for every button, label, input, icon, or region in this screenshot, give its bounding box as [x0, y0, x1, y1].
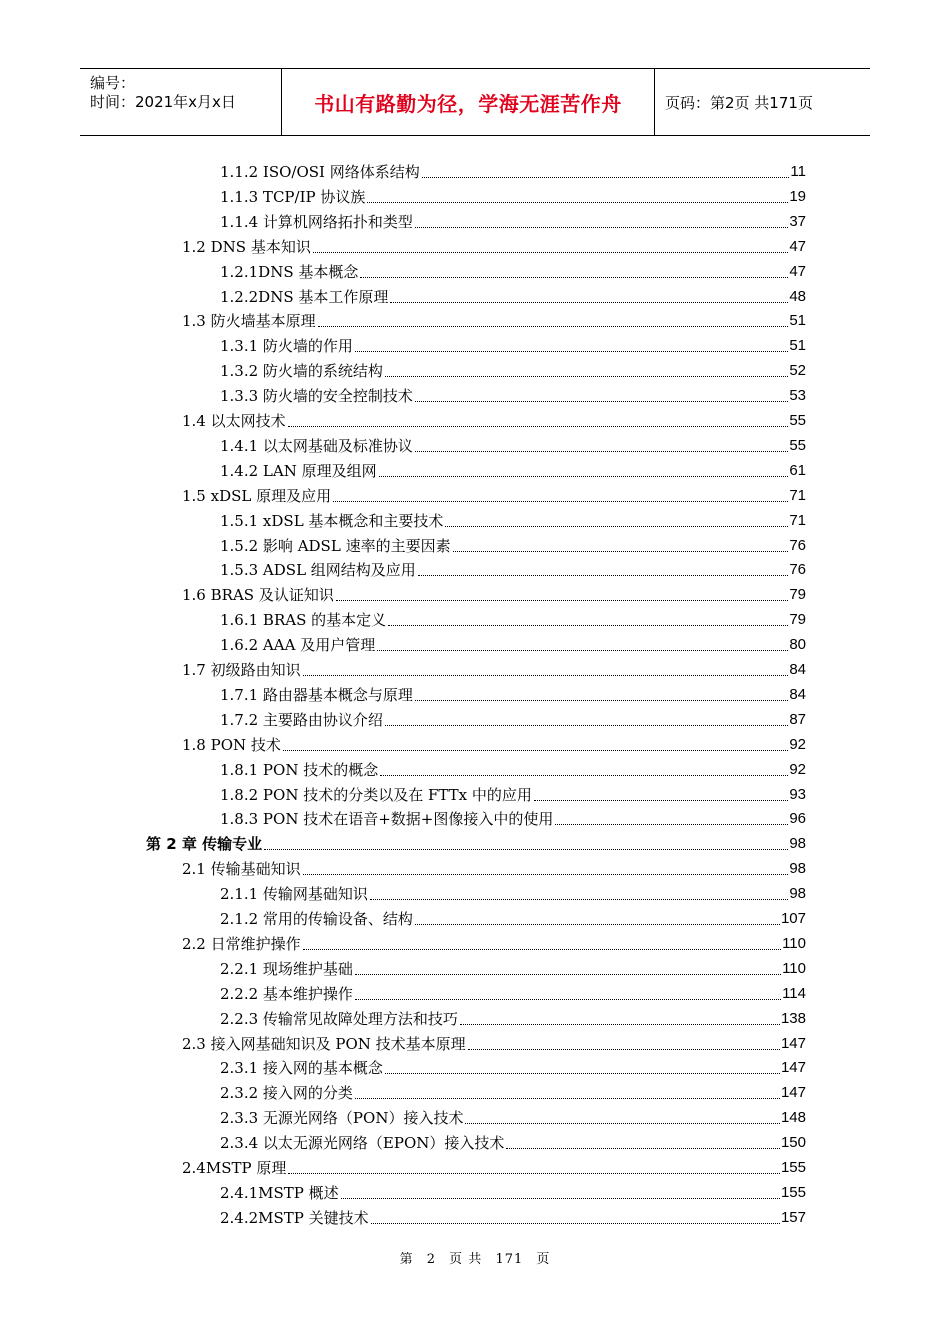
toc-dot-leader [371, 1222, 780, 1224]
toc-entry[interactable] [182, 232, 806, 256]
toc-dot-leader [303, 873, 789, 875]
toc-entry-page: 37 [789, 212, 806, 230]
toc-dot-leader [336, 599, 788, 601]
toc-dot-leader [385, 375, 788, 377]
toc-entry-title: 1.2 DNS 基本知识 [182, 237, 311, 256]
toc-entry-title: 2.2 日常维护操作 [182, 934, 301, 953]
toc-entry-page: 71 [789, 486, 806, 504]
toc-entry[interactable] [182, 306, 806, 330]
toc-dot-leader [264, 848, 788, 850]
toc-dot-leader [318, 325, 789, 327]
toc-entry-title: 1.8 PON 技术 [182, 735, 281, 754]
toc-entry[interactable] [182, 655, 806, 679]
toc-entry-page: 147 [780, 1034, 806, 1052]
page-header [80, 68, 870, 136]
toc-entry-page: 157 [780, 1208, 806, 1226]
toc-dot-leader [415, 226, 788, 228]
toc-entry-title: 1.2.1DNS 基本概念 [220, 262, 359, 281]
toc-dot-leader [341, 1197, 780, 1199]
toc-entry-title: 2.1 传输基础知识 [182, 860, 301, 879]
toc-entry-page: 11 [790, 163, 806, 180]
toc-dot-leader [385, 1072, 780, 1074]
toc-entry-page: 98 [789, 835, 806, 853]
toc-dot-leader [415, 699, 788, 701]
toc-entry-page: 55 [789, 412, 806, 429]
toc-dot-leader [445, 525, 788, 527]
toc-entry[interactable] [220, 1128, 806, 1152]
toc-dot-leader [415, 450, 788, 452]
toc-entry-page: 51 [789, 337, 806, 355]
toc-entry[interactable] [220, 1004, 806, 1028]
toc-entry[interactable] [220, 1078, 806, 1102]
toc-entry-title: 1.4.2 LAN 原理及组网 [220, 461, 377, 480]
document-number-label: 编号： [90, 74, 136, 92]
toc-entry-title: 1.3.3 防火墙的安全控制技术 [220, 387, 413, 406]
toc-entry-title: 1.5.3 ADSL 组网结构及应用 [220, 561, 416, 580]
toc-entry[interactable] [220, 755, 806, 779]
toc-dot-leader [313, 251, 788, 253]
toc-entry[interactable] [220, 431, 806, 455]
toc-entry-title: 1.8.1 PON 技术的概念 [220, 760, 379, 779]
toc-entry-title: 1.3.2 防火墙的系统结构 [220, 362, 383, 381]
toc-entry-page: 98 [789, 885, 806, 903]
toc-entry-title: 1.8.3 PON 技术在语音+数据+图像接入中的使用 [220, 810, 554, 829]
toc-chapter-entry[interactable] [146, 829, 806, 853]
toc-dot-leader [355, 350, 788, 352]
toc-entry[interactable] [220, 157, 806, 181]
toc-entry-page: 147 [780, 1059, 806, 1077]
toc-entry-title: 第 2 章 传输专业 [146, 835, 263, 854]
toc-entry-title: 2.1.1 传输网基础知识 [220, 885, 368, 904]
toc-entry[interactable] [220, 1053, 806, 1077]
toc-entry-title: 2.3.2 接入网的分类 [220, 1084, 353, 1103]
toc-entry-page: 79 [789, 586, 806, 604]
toc-entry-page: 96 [789, 810, 806, 828]
toc-entry-title: 1.5.2 影响 ADSL 速率的主要因素 [220, 536, 451, 555]
toc-entry-page: 84 [789, 661, 806, 678]
toc-entry[interactable] [220, 630, 806, 654]
toc-entry[interactable] [220, 531, 806, 555]
toc-entry-title: 1.5.1 xDSL 基本概念和主要技术 [220, 511, 444, 530]
toc-entry-page: 98 [789, 860, 806, 878]
toc-dot-leader [390, 301, 788, 303]
toc-entry[interactable] [220, 207, 806, 231]
toc-entry[interactable] [182, 929, 806, 953]
toc-entry-title: 1.5 xDSL 原理及应用 [182, 486, 332, 505]
toc-dot-leader [377, 649, 788, 651]
toc-entry[interactable] [220, 182, 806, 206]
toc-entry-page: 71 [789, 511, 806, 529]
toc-entry-page: 48 [789, 287, 806, 305]
toc-entry[interactable] [220, 979, 806, 1003]
document-time-label: 时间：2021年x月x日 [90, 93, 236, 111]
toc-dot-leader [468, 1048, 780, 1050]
toc-dot-leader [385, 724, 788, 726]
toc-dot-leader [288, 425, 789, 427]
toc-entry-page: 53 [789, 387, 806, 405]
toc-entry[interactable] [220, 331, 806, 355]
toc-entry-page: 110 [782, 934, 806, 952]
toc-entry-page: 19 [789, 187, 806, 205]
toc-entry-page: 138 [780, 1009, 806, 1027]
toc-dot-leader [555, 823, 788, 825]
toc-entry-page: 147 [780, 1084, 806, 1102]
toc-entry[interactable] [182, 406, 806, 430]
toc-entry-title: 2.2.1 现场维护基础 [220, 959, 353, 978]
toc-entry-page: 150 [780, 1134, 806, 1152]
toc-entry-page: 87 [789, 710, 806, 728]
toc-entry[interactable] [182, 730, 806, 754]
toc-entry-page: 107 [780, 910, 806, 927]
toc-entry-title: 2.2.2 基本维护操作 [220, 984, 353, 1003]
toc-entry-title: 2.3 接入网基础知识及 PON 技术基本原理 [182, 1034, 466, 1053]
toc-dot-leader [460, 1023, 780, 1025]
footer-suffix: 页 [536, 1252, 551, 1267]
toc-entry[interactable] [220, 555, 806, 579]
toc-entry-title: 1.8.2 PON 技术的分类以及在 FTTx 中的应用 [220, 785, 532, 804]
toc-entry-page: 114 [782, 984, 806, 1002]
footer-page-number: 2 [426, 1252, 437, 1267]
page-footer [0, 1248, 950, 1267]
toc-entry-title: 2.4.2MSTP 关键技术 [220, 1208, 369, 1227]
toc-entry-title: 2.1.2 常用的传输设备、结构 [220, 910, 413, 928]
toc-entry[interactable] [220, 282, 806, 306]
toc-dot-leader [367, 201, 788, 203]
toc-dot-leader [465, 1122, 780, 1124]
footer-prefix: 第 [399, 1252, 414, 1267]
toc-entry-page: 80 [789, 636, 806, 654]
toc-entry[interactable] [220, 954, 806, 978]
toc-entry-page: 92 [789, 735, 806, 753]
toc-entry[interactable] [220, 1103, 806, 1127]
toc-dot-leader [379, 475, 789, 477]
toc-dot-leader [360, 276, 788, 278]
toc-entry[interactable] [220, 804, 806, 828]
footer-total-pages: 171 [495, 1252, 524, 1267]
toc-entry-title: 1.3.1 防火墙的作用 [220, 337, 353, 356]
toc-entry-title: 1.6.1 BRAS 的基本定义 [220, 611, 387, 630]
toc-entry-title: 1.3 防火墙基本原理 [182, 312, 316, 331]
toc-entry-title: 1.7.2 主要路由协议介绍 [220, 710, 383, 729]
toc-entry-page: 155 [780, 1183, 806, 1201]
toc-entry-page: 155 [780, 1159, 806, 1176]
toc-dot-leader [380, 774, 788, 776]
toc-entry[interactable] [182, 1153, 806, 1177]
toc-entry-title: 1.1.3 TCP/IP 协议族 [220, 187, 366, 206]
toc-entry-page: 79 [789, 611, 806, 629]
toc-entry-title: 1.6.2 AAA 及用户管理 [220, 636, 376, 655]
toc-entry-title: 2.4.1MSTP 概述 [220, 1183, 339, 1202]
toc-entry-page: 55 [789, 436, 806, 454]
toc-entry[interactable] [220, 356, 806, 380]
toc-dot-leader [355, 998, 781, 1000]
toc-dot-leader [333, 500, 788, 502]
toc-entry-title: 2.3.4 以太无源光网络（EPON）接入技术 [220, 1134, 505, 1153]
toc-entry[interactable] [220, 780, 806, 804]
header-meta-cell [80, 69, 282, 135]
toc-entry[interactable] [220, 879, 806, 903]
toc-dot-leader [415, 400, 788, 402]
toc-entry-title: 2.3.3 无源光网络（PON）接入技术 [220, 1109, 464, 1128]
toc-entry-title: 1.1.4 计算机网络拓扑和类型 [220, 212, 413, 231]
footer-middle: 页 共 [449, 1252, 483, 1267]
toc-entry-page: 110 [782, 959, 806, 977]
toc-dot-leader [453, 550, 789, 552]
toc-entry-page: 148 [780, 1109, 806, 1127]
toc-dot-leader [422, 176, 790, 178]
toc-dot-leader [370, 898, 788, 900]
toc-entry[interactable] [220, 381, 806, 405]
toc-dot-leader [534, 799, 788, 801]
toc-entry[interactable] [220, 1178, 806, 1202]
toc-entry-title: 2.2.3 传输常见故障处理方法和技巧 [220, 1009, 458, 1028]
toc-dot-leader [288, 1172, 780, 1174]
toc-entry[interactable] [182, 481, 806, 505]
toc-dot-leader [355, 973, 781, 975]
toc-dot-leader [303, 674, 789, 676]
toc-dot-leader [303, 948, 781, 950]
toc-entry-title: 2.3.1 接入网的基本概念 [220, 1059, 383, 1078]
toc-entry-title: 1.2.2DNS 基本工作原理 [220, 287, 389, 306]
toc-entry-page: 61 [789, 461, 806, 479]
header-page-info: 页码：第2页 共171页 [665, 93, 813, 112]
toc-entry-title: 1.4 以太网技术 [182, 412, 286, 430]
toc-entry-title: 1.7.1 路由器基本概念与原理 [220, 685, 413, 704]
toc-entry[interactable] [220, 1203, 806, 1227]
toc-dot-leader [355, 1097, 780, 1099]
toc-entry[interactable] [220, 680, 806, 704]
toc-entry[interactable] [182, 580, 806, 604]
toc-dot-leader [283, 749, 788, 751]
toc-entry-title: 1.4.1 以太网基础及标准协议 [220, 436, 413, 455]
toc-entry[interactable] [220, 456, 806, 480]
toc-dot-leader [418, 574, 789, 576]
toc-dot-leader [506, 1147, 780, 1149]
toc-entry-title: 2.4MSTP 原理 [182, 1159, 287, 1177]
toc-entry-page: 52 [789, 362, 806, 380]
toc-entry[interactable] [220, 257, 806, 281]
toc-entry-page: 92 [789, 760, 806, 778]
toc-dot-leader [388, 624, 788, 626]
toc-dot-leader [415, 923, 780, 925]
toc-entry[interactable] [220, 605, 806, 629]
toc-entry-page: 76 [789, 536, 806, 554]
toc-entry-title: 1.1.2 ISO/OSI 网络体系结构 [220, 163, 420, 181]
toc-entry-page: 47 [789, 237, 806, 255]
toc-entry[interactable] [220, 506, 806, 530]
toc-entry-page: 51 [789, 312, 806, 330]
toc-entry-page: 84 [789, 685, 806, 703]
toc-entry-title: 1.6 BRAS 及认证知识 [182, 586, 334, 605]
toc-entry[interactable] [220, 705, 806, 729]
toc-entry[interactable] [220, 904, 806, 928]
toc-entry[interactable] [182, 1029, 806, 1053]
toc-entry-page: 76 [789, 561, 806, 579]
toc-entry[interactable] [182, 854, 806, 878]
toc-entry-title: 1.7 初级路由知识 [182, 661, 301, 679]
header-motto: 书山有路勤为径，学海无涯苦作舟 [282, 69, 655, 135]
toc-entry-page: 93 [789, 785, 806, 803]
toc-entry-page: 47 [789, 262, 806, 280]
